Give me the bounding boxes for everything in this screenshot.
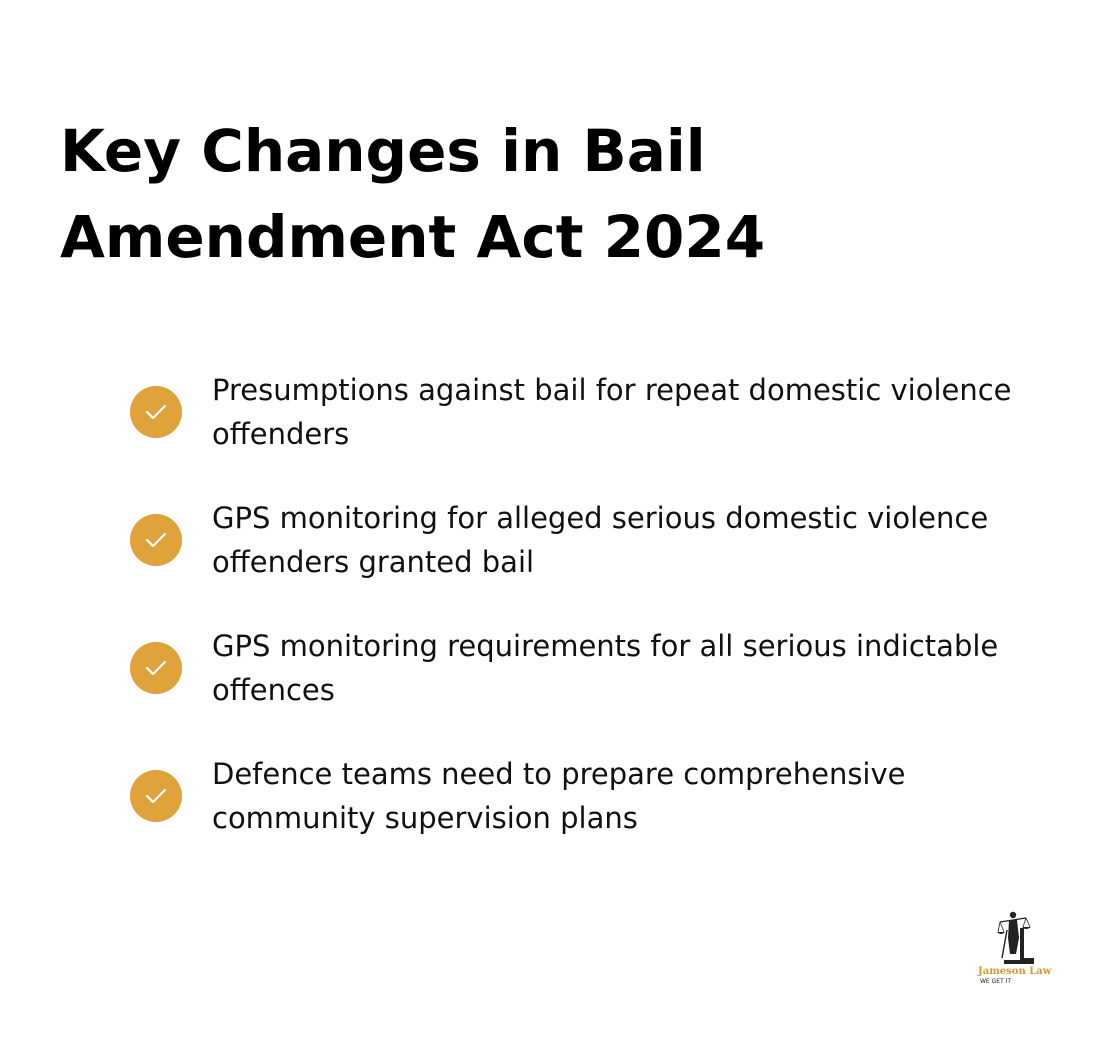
check-icon (130, 770, 182, 822)
list-item-text-line-2: community supervision plans (212, 801, 638, 835)
list-item-text-line-1: GPS monitoring for alleged serious domestic violence (212, 501, 989, 535)
list-item-text-line-1: Presumptions against bail for repeat domestic violence (212, 373, 1012, 407)
logo-tagline: WE GET IT (980, 978, 1012, 985)
list-item (128, 750, 1058, 878)
list-item-text (212, 496, 1052, 584)
list-item (128, 366, 1058, 494)
list-item-text-line-1: GPS monitoring requirements for all serious indictable (212, 629, 999, 663)
list-item-text (212, 752, 1052, 840)
list-item-text (212, 624, 1052, 712)
list-item-text-line-1: Defence teams need to prepare comprehensive (212, 757, 906, 791)
list-item (128, 494, 1058, 622)
list-item-text (212, 368, 1052, 456)
list-item-text-line-2: offences (212, 673, 335, 707)
list-item-text-line-2: offenders granted bail (212, 545, 535, 579)
title-line-1: Key Changes in Bail (60, 117, 706, 185)
key-changes-list (128, 366, 1058, 878)
check-icon (130, 514, 182, 566)
page-title (60, 108, 1020, 280)
title-line-2: Amendment Act 2024 (60, 203, 766, 271)
check-icon (130, 386, 182, 438)
check-icon (130, 642, 182, 694)
list-item-text-line-2: offenders (212, 417, 350, 451)
logo-name: Jameson Law (978, 966, 1052, 977)
list-item (128, 622, 1058, 750)
brand-logo (978, 908, 1054, 988)
lady-justice-icon (996, 908, 1036, 966)
